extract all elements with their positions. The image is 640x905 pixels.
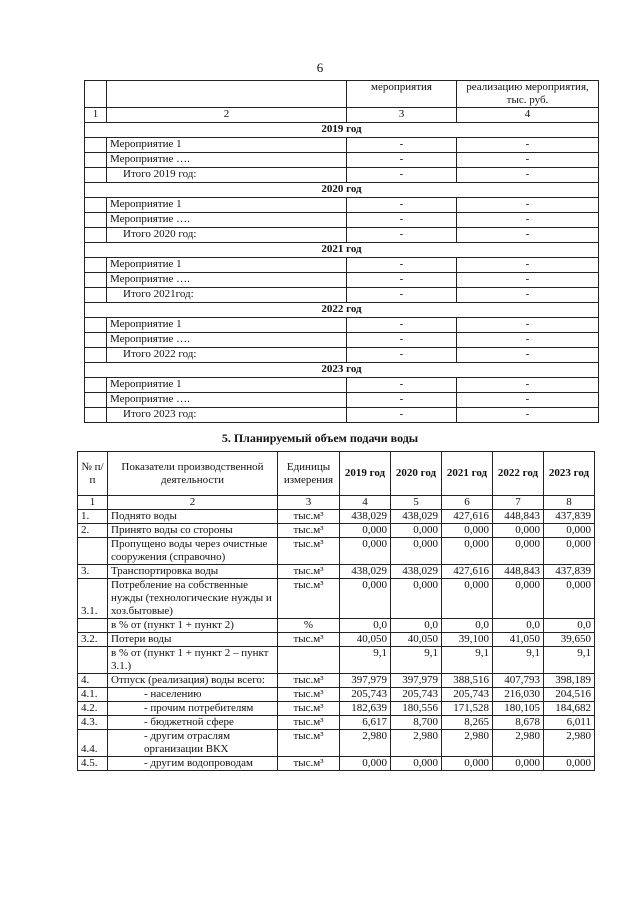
table-row xyxy=(78,730,595,757)
row-number xyxy=(85,198,107,213)
measure-value: - xyxy=(347,348,457,363)
measure-cost: - xyxy=(457,318,599,333)
year-value: 448,843 xyxy=(493,510,544,524)
year-value: 438,029 xyxy=(391,565,442,579)
year-value: 0,000 xyxy=(340,538,391,565)
row-number: 4.2. xyxy=(78,702,108,716)
table-row xyxy=(85,168,599,183)
column-number: 5 xyxy=(391,496,442,510)
table-row xyxy=(85,228,599,243)
measure-value: - xyxy=(347,288,457,303)
unit: тыс.м³ xyxy=(278,688,340,702)
unit: тыс.м³ xyxy=(278,565,340,579)
year-value: 0,000 xyxy=(544,757,595,771)
indicator-name: - населению xyxy=(108,688,278,702)
year-value: 180,556 xyxy=(391,702,442,716)
measure-name: Мероприятие …. xyxy=(107,273,347,288)
year-value: 9,1 xyxy=(340,647,391,674)
measure-cost: - xyxy=(457,228,599,243)
unit: % xyxy=(278,619,340,633)
row-number xyxy=(85,258,107,273)
indicator-name: Пропущено воды через очистные сооружения (справочно) xyxy=(108,538,278,565)
year-value: 0,000 xyxy=(391,524,442,538)
row-number xyxy=(85,333,107,348)
measure-cost: - xyxy=(457,153,599,168)
row-number: 4.1. xyxy=(78,688,108,702)
measure-name: Мероприятие …. xyxy=(107,393,347,408)
measure-value: - xyxy=(347,228,457,243)
year-value: 39,100 xyxy=(442,633,493,647)
section-title: 5. Планируемый объем подачи воды xyxy=(221,431,419,445)
indicator-name: Потребление на собственные нужды (технологические нужды и хоз.бытовые) xyxy=(108,579,278,619)
measure-cost: - xyxy=(457,288,599,303)
year-value: 0,000 xyxy=(544,524,595,538)
row-number: 3.2. xyxy=(78,633,108,647)
table-row xyxy=(85,153,599,168)
year-value: 0,000 xyxy=(391,757,442,771)
year-value: 397,979 xyxy=(391,674,442,688)
water-supply-table xyxy=(77,451,595,771)
column-number: 8 xyxy=(544,496,595,510)
row-number xyxy=(85,378,107,393)
row-number: 1. xyxy=(78,510,108,524)
year-value: 0,000 xyxy=(493,538,544,565)
row-number xyxy=(85,138,107,153)
year-value: 0,000 xyxy=(442,538,493,565)
measure-value: - xyxy=(347,198,457,213)
measure-cost: - xyxy=(457,168,599,183)
header-year: 2023 год xyxy=(544,452,595,496)
indicator-name: - прочим потребителям xyxy=(108,702,278,716)
header-year: 2019 год xyxy=(340,452,391,496)
row-number xyxy=(78,619,108,633)
year-title: 2020 год xyxy=(85,183,599,198)
measure-name: Итого 2023 год: xyxy=(107,408,347,423)
measure-value: - xyxy=(347,333,457,348)
measure-cost: - xyxy=(457,213,599,228)
table-row xyxy=(78,647,595,674)
year-value: 41,050 xyxy=(493,633,544,647)
year-value: 0,0 xyxy=(544,619,595,633)
measure-value: - xyxy=(347,273,457,288)
year-value: 205,743 xyxy=(340,688,391,702)
table-row xyxy=(78,565,595,579)
column-number-row xyxy=(85,108,599,123)
table-row xyxy=(85,198,599,213)
measure-value: - xyxy=(347,138,457,153)
column-number: 2 xyxy=(107,108,347,123)
header-num: № п/п xyxy=(78,452,108,496)
year-value: 2,980 xyxy=(442,730,493,757)
year-value: 0,000 xyxy=(391,579,442,619)
table-row xyxy=(78,702,595,716)
unit: тыс.м³ xyxy=(278,702,340,716)
year-value: 184,682 xyxy=(544,702,595,716)
measure-cost: - xyxy=(457,273,599,288)
table-row xyxy=(85,378,599,393)
column-number: 6 xyxy=(442,496,493,510)
year-value: 2,980 xyxy=(493,730,544,757)
row-number: 3.1. xyxy=(78,579,108,619)
year-value: 0,000 xyxy=(493,524,544,538)
year-value: 427,616 xyxy=(442,565,493,579)
year-value: 0,000 xyxy=(544,579,595,619)
year-value: 438,029 xyxy=(391,510,442,524)
page-number: 6 xyxy=(316,60,324,75)
year-value: 205,743 xyxy=(391,688,442,702)
year-value: 437,839 xyxy=(544,565,595,579)
year-title: 2021 год xyxy=(85,243,599,258)
measures-table xyxy=(84,80,599,423)
column-number: 4 xyxy=(457,108,599,123)
measure-name: Мероприятие …. xyxy=(107,213,347,228)
year-value: 427,616 xyxy=(442,510,493,524)
row-number xyxy=(85,228,107,243)
row-number xyxy=(85,213,107,228)
year-value: 9,1 xyxy=(493,647,544,674)
measure-cost: - xyxy=(457,198,599,213)
unit xyxy=(278,647,340,674)
table-header-row xyxy=(85,81,599,108)
measure-name: Мероприятие …. xyxy=(107,153,347,168)
measure-cost: - xyxy=(457,333,599,348)
table-row xyxy=(85,393,599,408)
year-value: 2,980 xyxy=(391,730,442,757)
unit: тыс.м³ xyxy=(278,716,340,730)
year-value: 9,1 xyxy=(442,647,493,674)
year-value: 40,050 xyxy=(340,633,391,647)
year-value: 397,979 xyxy=(340,674,391,688)
table-row xyxy=(78,674,595,688)
year-title: 2023 год xyxy=(85,363,599,378)
measure-name: Итого 2020 год: xyxy=(107,228,347,243)
table-row xyxy=(85,408,599,423)
header-year: 2022 год xyxy=(493,452,544,496)
indicator-name: в % от (пункт 1 + пункт 2 – пункт 3.1.) xyxy=(108,647,278,674)
measure-value: - xyxy=(347,393,457,408)
column-number: 1 xyxy=(78,496,108,510)
measure-value: - xyxy=(347,408,457,423)
header-year: 2021 год xyxy=(442,452,493,496)
measure-name: Мероприятие 1 xyxy=(107,378,347,393)
year-value: 438,029 xyxy=(340,510,391,524)
year-value: 171,528 xyxy=(442,702,493,716)
row-number xyxy=(85,273,107,288)
year-value: 2,980 xyxy=(544,730,595,757)
year-title: 2019 год xyxy=(85,123,599,138)
measure-cost: - xyxy=(457,258,599,273)
column-number: 7 xyxy=(493,496,544,510)
year-value: 9,1 xyxy=(391,647,442,674)
measure-value: - xyxy=(347,168,457,183)
measure-cost: - xyxy=(457,393,599,408)
year-value: 9,1 xyxy=(544,647,595,674)
year-value: 388,516 xyxy=(442,674,493,688)
table-row xyxy=(85,333,599,348)
header-year: 2020 год xyxy=(391,452,442,496)
unit: тыс.м³ xyxy=(278,674,340,688)
year-value: 0,000 xyxy=(340,579,391,619)
year-value: 407,793 xyxy=(493,674,544,688)
table-row xyxy=(78,579,595,619)
table-row xyxy=(85,273,599,288)
measure-name: Итого 2021год: xyxy=(107,288,347,303)
unit: тыс.м³ xyxy=(278,633,340,647)
header-unit: Единицы измерения xyxy=(278,452,340,496)
year-row xyxy=(85,123,599,138)
year-row xyxy=(85,303,599,318)
year-value: 437,839 xyxy=(544,510,595,524)
measure-name: Мероприятие 1 xyxy=(107,318,347,333)
year-value: 204,516 xyxy=(544,688,595,702)
indicator-name: Принято воды со стороны xyxy=(108,524,278,538)
column-number-row xyxy=(78,496,595,510)
measure-name: Мероприятие …. xyxy=(107,333,347,348)
unit: тыс.м³ xyxy=(278,730,340,757)
year-value: 2,980 xyxy=(340,730,391,757)
table-row xyxy=(85,318,599,333)
row-number: 3. xyxy=(78,565,108,579)
year-title: 2022 год xyxy=(85,303,599,318)
row-number: 4.3. xyxy=(78,716,108,730)
row-number xyxy=(85,153,107,168)
table-row xyxy=(78,524,595,538)
unit: тыс.м³ xyxy=(278,510,340,524)
header-col4: реализацию мероприятия, тыс. руб. xyxy=(457,81,599,108)
measure-cost: - xyxy=(457,378,599,393)
measure-name: Мероприятие 1 xyxy=(107,198,347,213)
table-row xyxy=(78,633,595,647)
year-value: 438,029 xyxy=(340,565,391,579)
year-value: 0,000 xyxy=(340,757,391,771)
measure-value: - xyxy=(347,258,457,273)
measure-value: - xyxy=(347,213,457,228)
year-value: 398,189 xyxy=(544,674,595,688)
year-value: 6,617 xyxy=(340,716,391,730)
header-indicator: Показатели производственной деятельности xyxy=(108,452,278,496)
table-row xyxy=(78,510,595,524)
measure-value: - xyxy=(347,153,457,168)
measure-cost: - xyxy=(457,408,599,423)
table-row xyxy=(78,716,595,730)
year-value: 0,0 xyxy=(340,619,391,633)
year-row xyxy=(85,363,599,378)
table-row xyxy=(85,258,599,273)
header-empty xyxy=(107,81,347,108)
table-row xyxy=(85,348,599,363)
indicator-name: Отпуск (реализация) воды всего: xyxy=(108,674,278,688)
measure-name: Итого 2022 год: xyxy=(107,348,347,363)
row-number: 4.4. xyxy=(78,730,108,757)
row-number xyxy=(78,647,108,674)
row-number: 4. xyxy=(78,674,108,688)
column-number: 3 xyxy=(278,496,340,510)
indicator-name: Транспортировка воды xyxy=(108,565,278,579)
row-number xyxy=(85,288,107,303)
table-row xyxy=(78,688,595,702)
header-col3: мероприятия xyxy=(347,81,457,108)
year-value: 0,0 xyxy=(493,619,544,633)
column-number: 1 xyxy=(85,108,107,123)
unit: тыс.м³ xyxy=(278,579,340,619)
year-value: 8,265 xyxy=(442,716,493,730)
measure-value: - xyxy=(347,378,457,393)
measure-name: Мероприятие 1 xyxy=(107,258,347,273)
header-empty xyxy=(85,81,107,108)
year-value: 216,030 xyxy=(493,688,544,702)
row-number xyxy=(85,393,107,408)
year-value: 0,000 xyxy=(493,579,544,619)
row-number xyxy=(78,538,108,565)
column-number: 3 xyxy=(347,108,457,123)
row-number xyxy=(85,348,107,363)
measure-name: Итого 2019 год: xyxy=(107,168,347,183)
indicator-name: - другим отраслям организации ВКХ xyxy=(108,730,278,757)
measure-value: - xyxy=(347,318,457,333)
year-value: 40,050 xyxy=(391,633,442,647)
unit: тыс.м³ xyxy=(278,524,340,538)
measure-cost: - xyxy=(457,348,599,363)
year-value: 180,105 xyxy=(493,702,544,716)
table-header-row xyxy=(78,452,595,496)
year-value: 0,000 xyxy=(442,524,493,538)
row-number xyxy=(85,168,107,183)
table-row xyxy=(85,213,599,228)
year-value: 8,700 xyxy=(391,716,442,730)
measure-cost: - xyxy=(457,138,599,153)
year-value: 205,743 xyxy=(442,688,493,702)
row-number: 4.5. xyxy=(78,757,108,771)
year-value: 448,843 xyxy=(493,565,544,579)
column-number: 2 xyxy=(108,496,278,510)
table-row xyxy=(85,288,599,303)
table-row xyxy=(85,138,599,153)
indicator-name: Потери воды xyxy=(108,633,278,647)
column-number: 4 xyxy=(340,496,391,510)
indicator-name: - другим водопроводам xyxy=(108,757,278,771)
year-value: 39,650 xyxy=(544,633,595,647)
indicator-name: Поднято воды xyxy=(108,510,278,524)
year-value: 0,000 xyxy=(340,524,391,538)
row-number xyxy=(85,318,107,333)
row-number: 2. xyxy=(78,524,108,538)
year-value: 0,000 xyxy=(391,538,442,565)
unit: тыс.м³ xyxy=(278,538,340,565)
year-value: 8,678 xyxy=(493,716,544,730)
year-value: 0,0 xyxy=(442,619,493,633)
year-value: 0,000 xyxy=(442,579,493,619)
row-number xyxy=(85,408,107,423)
indicator-name: - бюджетной сфере xyxy=(108,716,278,730)
year-value: 0,000 xyxy=(442,757,493,771)
year-value: 0,000 xyxy=(493,757,544,771)
table-row xyxy=(78,538,595,565)
year-value: 0,0 xyxy=(391,619,442,633)
year-value: 0,000 xyxy=(544,538,595,565)
year-row xyxy=(85,183,599,198)
year-row xyxy=(85,243,599,258)
indicator-name: в % от (пункт 1 + пункт 2) xyxy=(108,619,278,633)
year-value: 6,011 xyxy=(544,716,595,730)
table-row xyxy=(78,757,595,771)
year-value: 182,639 xyxy=(340,702,391,716)
table-row xyxy=(78,619,595,633)
measure-name: Мероприятие 1 xyxy=(107,138,347,153)
unit: тыс.м³ xyxy=(278,757,340,771)
